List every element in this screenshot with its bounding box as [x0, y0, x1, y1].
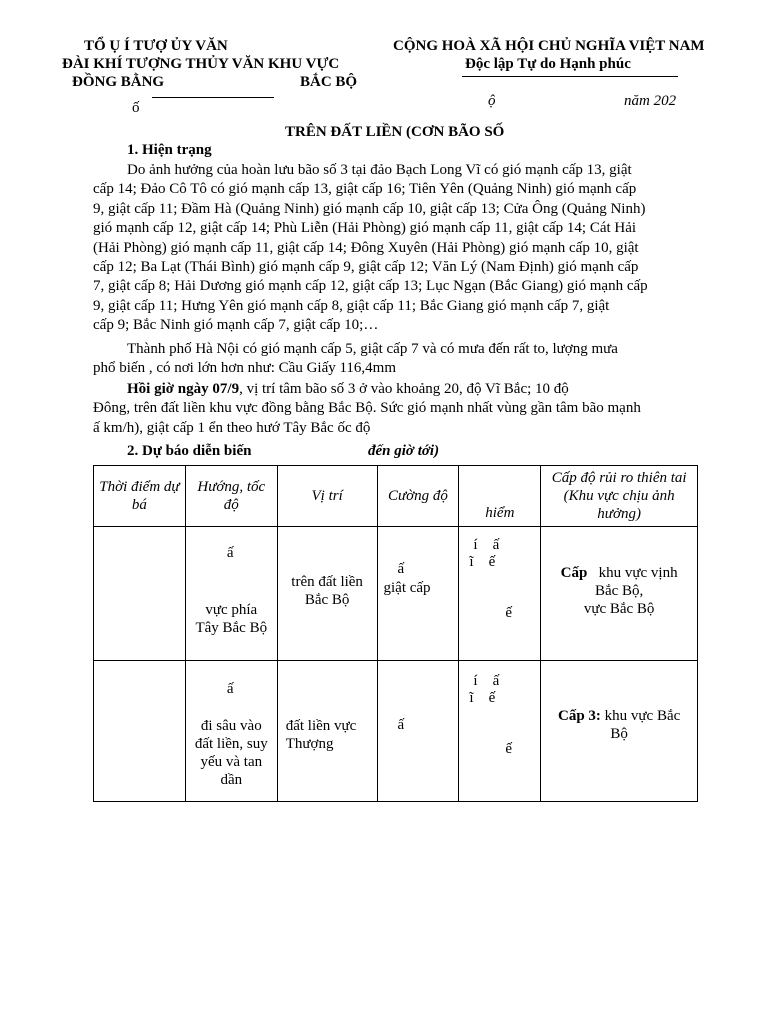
table-row — [94, 661, 698, 802]
col-header-position: Vị trí — [277, 466, 377, 527]
text-line: Do ảnh hưởng của hoàn lưu bão số 3 tại đảo Bạch Long Vĩ có gió mạnh cấp 13, giật — [127, 162, 632, 178]
col-header-intensity: Cường độ — [377, 466, 459, 527]
text-line: cấp 12; Ba Lạt (Thái Bình) gió mạnh cấp 9, giật cấp 12; Văn Lý (Nam Định) gió mạnh cấp — [93, 259, 639, 276]
cell-hazard — [459, 661, 541, 802]
section-2-heading: 2. Dự báo diễn biến — [127, 443, 252, 459]
risk-text — [549, 707, 689, 743]
direction-mark: ấ — [226, 545, 234, 561]
document-date: năm 202 — [624, 93, 677, 109]
cell-position — [277, 527, 377, 661]
document-number: ố — [132, 100, 140, 116]
table-row — [94, 527, 698, 661]
cell-hazard — [459, 527, 541, 661]
agency-line-3a: ĐỒNG BẰNG — [72, 74, 165, 90]
cell-risk — [541, 527, 698, 661]
text-line: 9, giật cấp 11; Hưng Yên gió mạnh cấp 8, giật cấp 11; Bắc Giang gió mạnh cấp 7, giật — [93, 297, 610, 314]
risk-level: Cấp 3: — [557, 708, 601, 724]
status-paragraph-3 — [93, 380, 701, 438]
risk-area-1: khu vực vịnh Bắc Bộ, — [594, 565, 678, 599]
text-line: cấp 14; Đảo Cô Tô có gió mạnh cấp 13, giật cấp 16; Tiên Yên (Quảng Ninh) gió mạnh cấp — [93, 181, 637, 198]
text-line: Thành phố Hà Nội có gió mạnh cấp 5, giật cấp 7 và có mưa đến rất to, lượng mưa — [127, 341, 618, 357]
section-2-heading-italic: đến giờ tới) — [368, 443, 440, 459]
text-line: cấp 9; Bắc Ninh gió mạnh cấp 7, giật cấp 10;… — [93, 317, 379, 334]
hazard-mark-b: ĩ ế — [469, 690, 496, 706]
cell-time — [94, 661, 186, 802]
hazard-mark-c: ế — [505, 605, 513, 621]
text-line: (Hải Phòng) gió mạnh cấp 11, giật cấp 14; Đông Xuyên (Hải Phòng) gió mạnh cấp 10, giật — [93, 239, 639, 256]
section-1-heading: 1. Hiện trạng — [127, 142, 212, 158]
document-title: TRÊN ĐẤT LIỀN (CƠN BÃO SỐ — [285, 124, 505, 140]
col-header-hazard: hiểm — [459, 466, 541, 527]
nation-motto: Độc lập Tự do Hạnh phúc — [465, 56, 631, 72]
col-header-direction: Hướng, tốc độ — [185, 466, 277, 527]
agency-line-3b: BẮC BỘ — [300, 74, 358, 90]
text-line: 7, giật cấp 8; Hải Dương gió mạnh cấp 12, giật cấp 13; Lục Ngạn (Bắc Giang) gió mạnh cấp — [93, 278, 648, 295]
text-line: ấ km/h), giật cấp 1 ển theo hướ Tây Bắc ốc độ — [93, 419, 371, 436]
text-line: phổ biến , có nơi lớn hơn như: Cầu Giấy 116,4mm — [93, 360, 397, 377]
observation-time: Hồi giờ ngày 07/9 — [127, 381, 240, 397]
agency-underline — [152, 97, 274, 98]
motto-underline — [462, 76, 678, 77]
text-line: Đông, trên đất liền khu vực đồng bằng Bắc Bộ. Sức gió mạnh nhất vùng gần tâm bão mạnh — [93, 400, 641, 417]
forecast-table — [93, 465, 698, 802]
text-line — [93, 380, 701, 399]
cell-direction — [185, 527, 277, 661]
intensity-mark: ấ — [397, 561, 405, 577]
agency-line-2: ĐÀI KHÍ TƯỢNG THỦY VĂN KHU VỰC — [62, 56, 340, 72]
risk-level: Cấp — [560, 565, 588, 581]
position-text: đất liền vực Thượng — [285, 718, 357, 752]
hazard-mark-a: í ấ — [473, 537, 500, 553]
hazard-mark-b: ĩ ế — [469, 554, 496, 570]
col-header-time: Thời điểm dự bá — [94, 466, 186, 527]
position-text: trên đất liền Bắc Bộ — [291, 574, 363, 608]
cell-position — [277, 661, 377, 802]
intensity-mark: ấ — [397, 717, 405, 733]
text-line: 9, giật cấp 11; Đầm Hà (Quảng Ninh) gió mạnh cấp 10, giật cấp 13; Cửa Ông (Quảng Ninh) — [93, 200, 646, 217]
status-paragraph-1 — [93, 161, 701, 336]
risk-area-2: vực Bắc Bộ — [583, 601, 655, 617]
intensity-text: giật cấp — [383, 580, 431, 596]
status-paragraph-2 — [93, 340, 701, 379]
cell-time — [94, 527, 186, 661]
nation-line-1: CỘNG HOÀ XÃ HỘI CHỦ NGHĨA VIỆT NAM — [393, 38, 705, 54]
col-header-risk: Cấp độ rủi ro thiên tai (Khu vực chịu ảnh hưởng) — [541, 466, 698, 527]
hazard-mark-a: í ấ — [473, 673, 500, 689]
cell-risk — [541, 661, 698, 802]
direction-text: vực phía Tây Bắc Bộ — [195, 602, 268, 636]
place-mark: ộ — [488, 93, 496, 109]
direction-mark: ấ — [226, 681, 234, 697]
direction-text: đi sâu vào đất liền, suy yếu và tan dần — [194, 718, 268, 788]
cell-direction — [185, 661, 277, 802]
risk-text — [549, 564, 689, 618]
observation-text: , vị trí tâm bão số 3 ở vào khoảng 20, độ Vĩ Bắc; 10 độ — [239, 381, 569, 397]
agency-line-1: TỔ Ụ Í TƯỢ ỦY VĂN — [84, 38, 228, 54]
risk-area-1: khu vực Bắc Bộ — [604, 708, 681, 742]
cell-intensity — [377, 527, 459, 661]
hazard-mark-c: ế — [505, 741, 513, 757]
text-line: gió mạnh cấp 12, giật cấp 14; Phù Liễn (Hải Phòng) gió mạnh cấp 11, giật cấp 14; Cát Hải — [93, 220, 637, 237]
table-header-row — [94, 466, 698, 527]
cell-intensity — [377, 661, 459, 802]
